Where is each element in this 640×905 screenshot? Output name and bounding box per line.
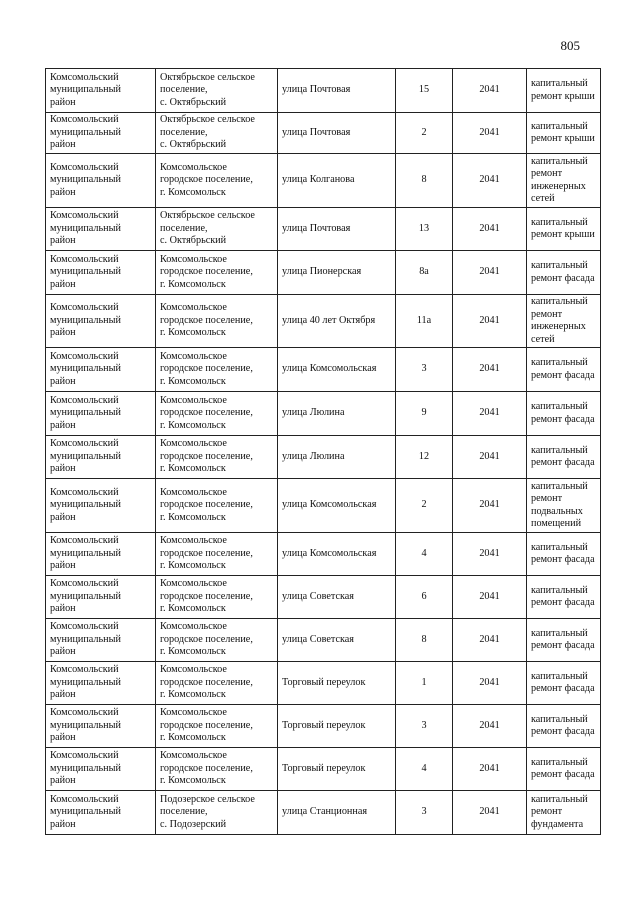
table-row [46,251,601,295]
district-cell [46,392,156,436]
settlement-cell-line: городское поселение, [160,314,253,326]
house-number-cell: 1 [396,662,453,705]
work-type-cell-line: ремонт [531,806,563,818]
district-cell-line: Комсомольский [50,707,119,719]
table-row [46,662,601,705]
settlement-cell-line: г. Комсомольск [160,560,226,572]
settlement-cell-line: городское поселение, [160,174,253,186]
settlement-cell-line: г. Комсомольск [160,186,226,198]
settlement-cell-line: поселение, [160,126,208,138]
work-type-cell-line: ремонт фасада [531,597,595,608]
settlement-cell-line: городское поселение, [160,547,253,559]
work-type-cell-line: подвальных [531,505,583,517]
work-type-cell-line: капитальный [531,260,588,271]
table-row [46,154,601,208]
settlement-cell-line: Комсомольское [160,253,227,265]
district-cell-line: Комсомольский [50,161,119,173]
work-type-cell [527,69,601,113]
table-row [46,348,601,392]
settlement-cell-line: с. Октябрьский [160,235,227,247]
work-type-cell-line: ремонт фасада [531,769,595,780]
district-cell-line: район [50,96,76,108]
settlement-cell-line: городское поселение, [160,633,253,645]
house-number-cell: 3 [396,791,453,835]
settlement-cell-line: Комсомольское [160,664,227,676]
settlement-cell-line: Комсомольское [160,302,227,314]
work-type-cell [527,154,601,208]
table-row [46,619,601,662]
district-cell [46,533,156,576]
settlement-cell-line: Комсомольское [160,486,227,498]
house-number-cell: 13 [396,208,453,251]
year-cell: 2041 [453,348,527,392]
settlement-cell [156,705,278,748]
work-type-cell-line: ремонт [531,308,563,320]
settlement-cell [156,576,278,619]
work-type-cell-line: ремонт [531,493,563,504]
settlement-cell-line: г. Комсомольск [160,603,226,615]
house-number-cell: 3 [396,705,453,748]
district-cell-line: район [50,560,76,572]
district-cell-line: муниципальный [50,547,121,559]
settlement-cell-line: г. Комсомольск [160,646,226,658]
district-cell [46,113,156,154]
district-cell [46,662,156,705]
settlement-cell-line: городское поселение, [160,363,253,375]
settlement-cell-line: Комсомольское [160,350,227,362]
district-cell-line: муниципальный [50,266,121,278]
work-type-cell-line: капитальный [531,480,588,492]
settlement-cell-line: Комсомольское [160,707,227,719]
district-cell-line: район [50,419,76,431]
house-number-cell: 11а [396,295,453,348]
house-number-cell: 12 [396,436,453,479]
settlement-cell-line: с. Октябрьский [160,139,227,151]
work-type-cell-line: ремонт фасада [531,413,595,425]
settlement-cell-line: Комсомольское [160,750,227,762]
house-number-cell: 8 [396,619,453,662]
district-cell-line: муниципальный [50,590,121,602]
table-body [46,69,601,835]
district-cell-line: муниципальный [50,762,121,774]
table-row [46,479,601,533]
settlement-cell [156,69,278,113]
street-cell: улица Станционная [278,791,396,835]
district-cell-line: Комсомольский [50,350,119,362]
district-cell-line: район [50,732,76,744]
street-cell: улица Колганова [278,154,396,208]
table-row [46,113,601,154]
work-type-cell [527,533,601,576]
district-cell [46,791,156,835]
district-cell-line: Комсомольский [50,535,119,547]
district-cell-line: Комсомольский [50,486,119,498]
settlement-cell-line: г. Комсомольск [160,511,226,523]
year-cell: 2041 [453,791,527,835]
street-cell: улица Почтовая [278,113,396,154]
work-type-cell-line: помещений [531,518,582,529]
settlement-cell-line: городское поселение, [160,762,253,774]
district-cell-line: Комсомольский [50,578,119,590]
table-row [46,208,601,251]
street-cell: улица Комсомольская [278,533,396,576]
district-cell-line: район [50,463,76,475]
street-cell: улица Советская [278,576,396,619]
settlement-cell [156,251,278,295]
district-cell-line: Комсомольский [50,253,119,265]
settlement-cell [156,479,278,533]
district-cell [46,251,156,295]
settlement-cell-line: Октябрьское сельское [160,114,255,126]
settlement-cell [156,348,278,392]
work-type-cell-line: ремонт фасада [531,683,595,694]
district-cell-line: район [50,375,76,387]
district-cell-line: Комсомольский [50,750,119,762]
settlement-cell [156,436,278,479]
work-type-cell-line: ремонт фасада [531,457,595,468]
street-cell: улица Комсомольская [278,479,396,533]
district-cell-line: муниципальный [50,633,121,645]
work-type-cell-line: капитальный [531,756,588,768]
work-type-cell-line: ремонт [531,168,563,179]
year-cell: 2041 [453,251,527,295]
street-cell: Торговый переулок [278,662,396,705]
table-row [46,392,601,436]
work-type-cell [527,348,601,392]
settlement-cell-line: поселение, [160,84,208,96]
work-type-cell [527,662,601,705]
district-cell-line: муниципальный [50,84,121,96]
housing-repair-table [45,68,601,835]
district-cell-line: муниципальный [50,719,121,731]
district-cell-line: муниципальный [50,314,121,326]
settlement-cell-line: Подозерское сельское [160,793,255,805]
district-cell [46,348,156,392]
settlement-cell-line: г. Комсомольск [160,732,226,744]
year-cell: 2041 [453,533,527,576]
page-number: 805 [560,38,580,53]
settlement-cell [156,791,278,835]
house-number-cell: 6 [396,576,453,619]
district-cell [46,619,156,662]
work-type-cell [527,295,601,348]
settlement-cell-line: г. Комсомольск [160,327,226,339]
settlement-cell-line: Комсомольское [160,161,227,173]
street-cell: улица Люлина [278,392,396,436]
district-cell-line: муниципальный [50,126,121,138]
district-cell [46,154,156,208]
work-type-cell [527,748,601,791]
work-type-cell-line: ремонт крыши [531,90,595,102]
district-cell [46,705,156,748]
work-type-cell [527,479,601,533]
street-cell: Торговый переулок [278,705,396,748]
table-row [46,791,601,835]
year-cell: 2041 [453,748,527,791]
work-type-cell-line: ремонт фасада [531,369,595,381]
settlement-cell-line: с. Октябрьский [160,96,227,108]
work-type-cell-line: капитальный [531,713,588,725]
settlement-cell-line: городское поселение, [160,590,253,602]
settlement-cell-line: с. Подозерский [160,818,227,830]
settlement-cell-line: городское поселение, [160,450,253,462]
work-type-cell [527,208,601,251]
settlement-cell-line: поселение, [160,806,208,818]
work-type-cell-line: капитальный [531,216,588,228]
work-type-cell [527,576,601,619]
district-cell-line: Комсомольский [50,621,119,633]
settlement-cell-line: Комсомольское [160,621,227,633]
settlement-cell-line: г. Комсомольск [160,689,226,701]
settlement-cell [156,533,278,576]
district-cell-line: район [50,186,76,198]
work-type-cell-line: капитальный [531,541,588,553]
year-cell: 2041 [453,295,527,348]
work-type-cell-line: капитальный [531,401,588,412]
settlement-cell [156,619,278,662]
district-cell-line: муниципальный [50,676,121,688]
district-cell-line: муниципальный [50,450,121,462]
street-cell: улица Пионерская [278,251,396,295]
work-type-cell-line: ремонт крыши [531,229,595,240]
street-cell: улица Советская [278,619,396,662]
settlement-cell-line: Комсомольское [160,438,227,450]
district-cell-line: район [50,818,76,830]
district-cell-line: Комсомольский [50,664,119,676]
district-cell-line: район [50,278,76,290]
district-cell [46,208,156,251]
work-type-cell-line: капитальный [531,78,588,89]
settlement-cell [156,662,278,705]
settlement-cell-line: г. Комсомольск [160,775,226,787]
work-type-cell-line: инженерных [531,321,586,332]
work-type-cell-line: ремонт крыши [531,133,595,144]
work-type-cell [527,436,601,479]
district-cell-line: район [50,603,76,615]
district-cell-line: муниципальный [50,363,121,375]
year-cell: 2041 [453,576,527,619]
settlement-cell-line: городское поселение, [160,719,253,731]
settlement-cell-line: г. Комсомольск [160,278,226,290]
district-cell-line: район [50,775,76,787]
settlement-cell-line: г. Комсомольск [160,375,226,387]
district-cell-line: район [50,511,76,523]
district-cell-line: район [50,646,76,658]
district-cell [46,69,156,113]
house-number-cell: 4 [396,748,453,791]
district-cell-line: район [50,327,76,339]
street-cell: улица Почтовая [278,69,396,113]
table-row [46,705,601,748]
year-cell: 2041 [453,619,527,662]
work-type-cell [527,791,601,835]
work-type-cell-line: капитальный [531,627,588,639]
district-cell-line: Комсомольский [50,302,119,314]
work-type-cell-line: инженерных [531,180,586,192]
district-cell-line: Комсомольский [50,210,119,222]
work-type-cell [527,705,601,748]
work-type-cell-line: капитальный [531,155,588,167]
district-cell-line: муниципальный [50,222,121,234]
street-cell: улица Почтовая [278,208,396,251]
work-type-cell [527,392,601,436]
work-type-cell [527,113,601,154]
district-cell [46,576,156,619]
year-cell: 2041 [453,113,527,154]
year-cell: 2041 [453,705,527,748]
district-cell-line: район [50,235,76,247]
district-cell-line: муниципальный [50,407,121,419]
settlement-cell-line: городское поселение, [160,407,253,419]
work-type-cell-line: сетей [531,333,555,345]
district-cell-line: район [50,139,76,151]
table-row [46,533,601,576]
house-number-cell: 3 [396,348,453,392]
settlement-cell-line: Комсомольское [160,535,227,547]
work-type-cell-line: капитальный [531,120,588,132]
work-type-cell-line: сетей [531,193,555,204]
table-row [46,748,601,791]
house-number-cell: 2 [396,479,453,533]
work-type-cell-line: капитальный [531,670,588,682]
house-number-cell: 2 [396,113,453,154]
work-type-cell-line: ремонт фасада [531,726,595,737]
district-cell-line: Комсомольский [50,793,119,805]
work-type-cell-line: ремонт фасада [531,272,595,284]
district-cell [46,479,156,533]
settlement-cell-line: поселение, [160,222,208,234]
district-cell [46,748,156,791]
year-cell: 2041 [453,208,527,251]
table-row [46,436,601,479]
year-cell: 2041 [453,154,527,208]
work-type-cell-line: капитальный [531,584,588,596]
settlement-cell-line: г. Комсомольск [160,419,226,431]
year-cell: 2041 [453,436,527,479]
settlement-cell-line: Октябрьское сельское [160,71,255,83]
work-type-cell-line: капитальный [531,793,588,805]
house-number-cell: 8 [396,154,453,208]
district-cell [46,295,156,348]
house-number-cell: 8а [396,251,453,295]
work-type-cell [527,251,601,295]
settlement-cell-line: городское поселение, [160,676,253,688]
year-cell: 2041 [453,392,527,436]
house-number-cell: 4 [396,533,453,576]
street-cell: улица Люлина [278,436,396,479]
district-cell-line: Комсомольский [50,438,119,450]
settlement-cell-line: г. Комсомольск [160,463,226,475]
settlement-cell [156,154,278,208]
settlement-cell-line: Октябрьское сельское [160,210,255,222]
work-type-cell-line: капитальный [531,296,588,307]
work-type-cell [527,619,601,662]
work-type-cell-line: фундамента [531,818,584,830]
district-cell-line: Комсомольский [50,114,119,126]
district-cell-line: район [50,689,76,701]
district-cell [46,436,156,479]
house-number-cell: 9 [396,392,453,436]
district-cell-line: муниципальный [50,174,121,186]
table-row [46,295,601,348]
settlement-cell [156,113,278,154]
year-cell: 2041 [453,479,527,533]
settlement-cell-line: Комсомольское [160,394,227,406]
year-cell: 2041 [453,69,527,113]
settlement-cell [156,748,278,791]
settlement-cell [156,392,278,436]
settlement-cell [156,208,278,251]
work-type-cell-line: капитальный [531,357,588,368]
street-cell: улица 40 лет Октября [278,295,396,348]
district-cell-line: Комсомольский [50,394,119,406]
work-type-cell-line: капитальный [531,444,588,456]
settlement-cell-line: городское поселение, [160,499,253,511]
house-number-cell: 15 [396,69,453,113]
year-cell: 2041 [453,662,527,705]
table-row [46,576,601,619]
district-cell-line: Комсомольский [50,71,119,83]
work-type-cell-line: ремонт фасада [531,554,595,565]
work-type-cell-line: ремонт фасада [531,640,595,651]
street-cell: Торговый переулок [278,748,396,791]
street-cell: улица Комсомольская [278,348,396,392]
district-cell-line: муниципальный [50,806,121,818]
settlement-cell [156,295,278,348]
settlement-cell-line: городское поселение, [160,266,253,278]
district-cell-line: муниципальный [50,499,121,511]
settlement-cell-line: Комсомольское [160,578,227,590]
table-row [46,69,601,113]
